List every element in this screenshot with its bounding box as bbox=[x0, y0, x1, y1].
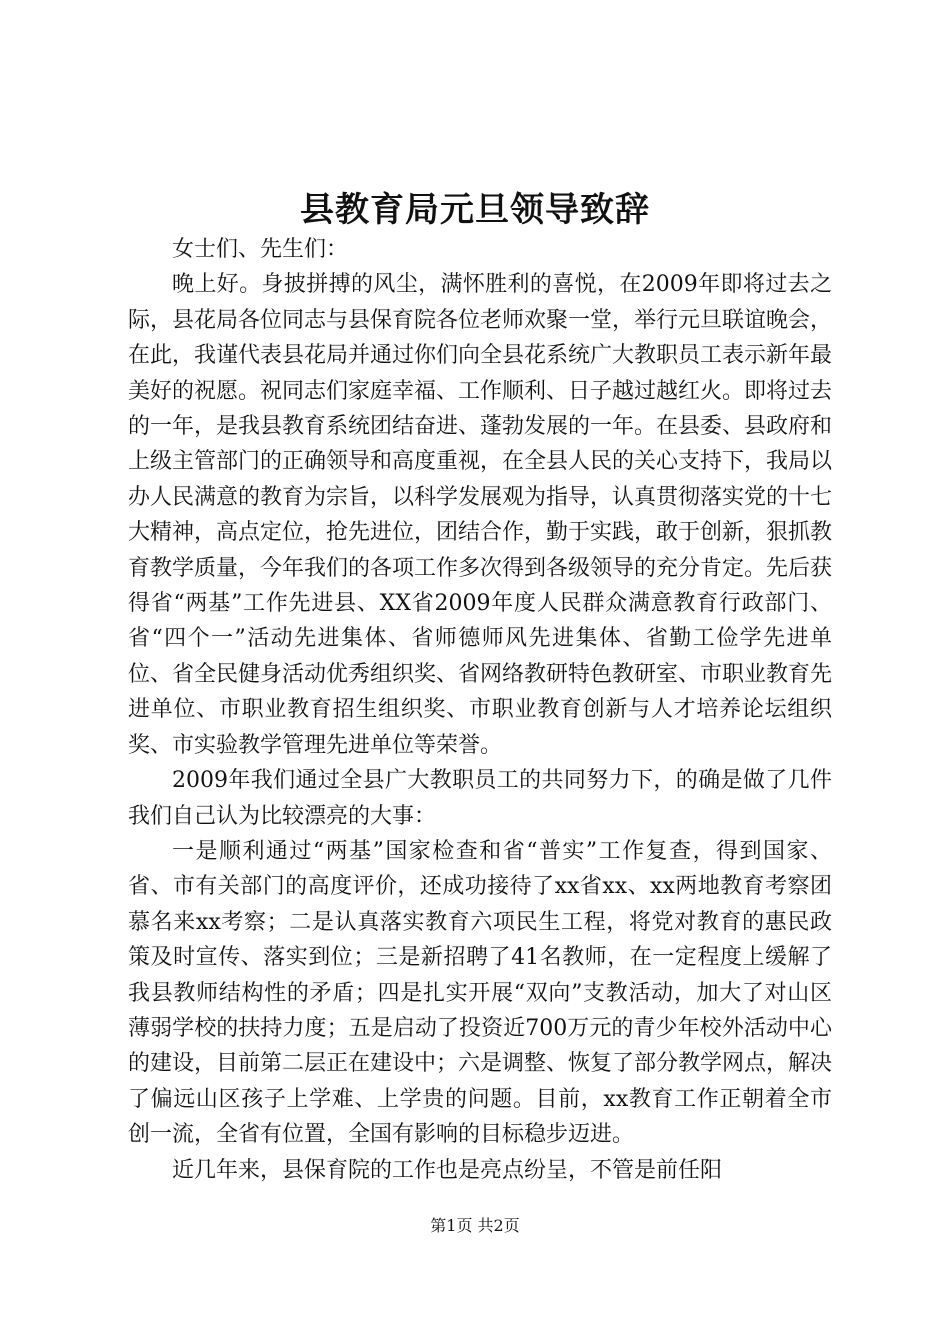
document-body bbox=[128, 232, 832, 1188]
paragraph: 晚上好。身披拼搏的风尘，满怀胜利的喜悦，在2009年即将过去之际，县花局各位同志与县保育院各位老师欢聚一堂，举行元旦联谊晚会，在此，我谨代表县花局并通过你们向全县花系统广大教职员工表示新年最美好的祝愿。祝同志们家庭幸福、工作顺利、日子越过越红火。即将过去的一年，是我县教育系统团结奋进、蓬勃发展的一年。在县委、县政府和上级主管部门的正确领导和高度重视，在全县人民的关心支持下，我局以办人民满意的教育为宗旨，以科学发展观为指导，认真贯彻落实党的十七大精神，高点定位，抢先进位，团结合作，勤于实践，敢于创新，狠抓教育教学质量，今年我们的各项工作多次得到各级领导的充分肯定。先后获得省“两基”工作先进县、XX省2009年度人民群众满意教育行政部门、省“四个一”活动先进集体、省师德师风先进集体、省勤工俭学先进单位、省全民健身活动优秀组织奖、省网络教研特色教研室、市职业教育先进单位、市职业教育招生组织奖、市职业教育创新与人才培养论坛组织奖、市实验教学管理先进单位等荣誉。 bbox=[128, 272, 833, 758]
paragraph: 一是顺利通过“两基”国家检查和省“普实”工作复查，得到国家、省、市有关部门的高度评价，还成功接待了xx省xx、xx两地教育考察团慕名来xx考察；二是认真落实教育六项民生工程，将党对教育的惠民政策及时宣传、落实到位；三是新招聘了41名教师，在一定程度上缓解了我县教师结构性的矛盾；四是扎实开展“双向”支教活动，加大了对山区薄弱学校的扶持力度；五是启动了投资近700万元的青少年校外活动中心的建设，目前第二层正在建设中；六是调整、恢复了部分教学网点，解决了偏远山区孩子上学难、上学贵的问题。目前，xx教育工作正朝着全市创一流，全省有位置，全国有影响的目标稳步迈进。 bbox=[128, 838, 833, 1148]
paragraph: 2009年我们通过全县广大教职员工的共同努力下，的确是做了几件我们自己认为比较漂亮的大事： bbox=[128, 768, 832, 829]
document-title: 县教育局元旦领导致辞 bbox=[300, 190, 650, 230]
paragraph: 近几年来，县保育院的工作也是亮点纷呈，不管是前任阳 bbox=[172, 1157, 723, 1183]
page-number-footer: 第1页 共2页 bbox=[430, 1216, 520, 1235]
salutation: 女士们、先生们： bbox=[172, 237, 349, 262]
